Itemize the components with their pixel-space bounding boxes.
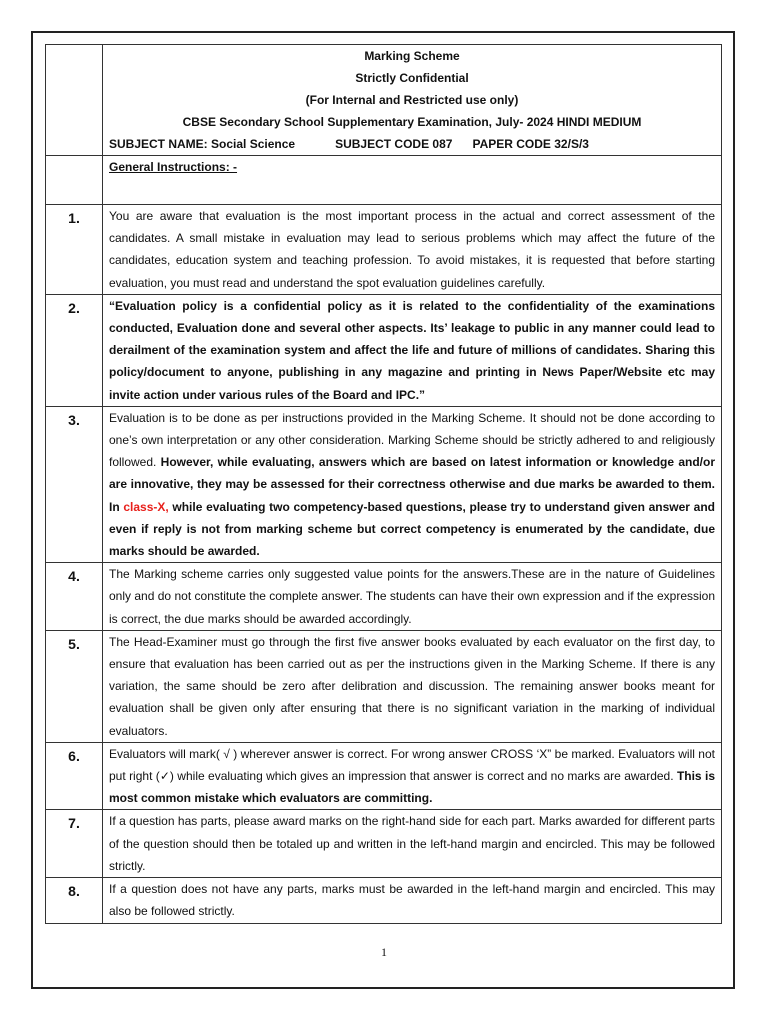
instruction-row-4 <box>46 563 722 631</box>
item-text <box>103 742 722 810</box>
instruction-row-8 <box>46 878 722 923</box>
item-number: 1. <box>46 205 103 295</box>
class-x-highlight: class-X, <box>123 499 169 514</box>
instructions-heading-cell <box>103 156 722 205</box>
item-text: “Evaluation policy is a confidential policy as it is related to the confidentiality of the examinations conducted, Evaluation done and several other aspects. Its’ leakage to public in any manner could lead to derailment of the examination system and affect the life and future of millions of candidates. Sharing this policy/document to anyone, publishing in any magazine and printing in News Paper/Website etc may invite action under various rules of the Board and IPC.” <box>103 294 722 406</box>
item-number: 3. <box>46 406 103 562</box>
item-text-plain: Evaluation is to be done as per instructions provided in the Marking Scheme. It should not be done according to one’s own interpretation or any other consideration. Marking Scheme should be strictly adhered to and religiously followed. <box>109 410 715 470</box>
item-text: The Marking scheme carries only suggested value points for the answers.These are in the nature of Guidelines only and do not constitute the complete answer. The students can have their own expression and if the expression is correct, the due marks should be awarded accordingly. <box>103 563 722 631</box>
page-number: 1 <box>381 945 387 959</box>
item-text: You are aware that evaluation is the most important process in the actual and correct assessment of the candidates. A small mistake in evaluation may lead to serious problems which may affect the future of the candidates, education system and teaching profession. To avoid mistakes, it is requested that before starting evaluation, you must read and understand the spot evaluation guidelines carefully. <box>103 205 722 295</box>
item-number: 6. <box>46 742 103 810</box>
instruction-row-1 <box>46 205 722 295</box>
item-text: If a question has parts, please award marks on the right-hand side for each part. Marks awarded for different parts of the question should then be totaled up and written in the left-hand margin and encircled. This may be followed strictly. <box>103 810 722 878</box>
subject-line <box>109 133 715 155</box>
document-title: Marking Scheme <box>364 49 460 63</box>
general-instructions-heading: General Instructions: - <box>109 160 238 174</box>
instruction-row-5 <box>46 630 722 742</box>
subject-name: SUBJECT NAME: Social Science <box>109 137 296 151</box>
item-text <box>103 406 722 562</box>
instructions-heading-row <box>46 156 722 205</box>
header-cell <box>103 45 722 156</box>
item-number: 5. <box>46 630 103 742</box>
subject-code: SUBJECT CODE 087 <box>335 137 453 151</box>
confidential-label: Strictly Confidential <box>355 71 469 85</box>
item-text-bold: This is most common mistake which evaluators are committing. <box>109 769 715 806</box>
paper-code: PAPER CODE 32/S/3 <box>472 137 589 151</box>
item-text: The Head-Examiner must go through the first five answer books evaluated by each evaluator on the first day, to ensure that evaluation has been carried out as per the instructions given in the Marking Scheme. If there is any variation, the same should be zero after delibration and discussion. The remaining answer books meant for evaluation shall be given only after ensuring that there is no significant variation in the marking of individual evaluators. <box>103 630 722 742</box>
item-text-bold: However, while evaluating, answers which are based on latest information or knowledge and/or are innovative, they may be assessed for their correctness otherwise and due marks be awarded to them. In <box>109 455 715 514</box>
item-number: 2. <box>46 294 103 406</box>
header-row <box>46 45 722 156</box>
item-text: If a question does not have any parts, marks must be awarded in the left-hand margin and encircled. This may also be followed strictly. <box>103 878 722 923</box>
item-number: 4. <box>46 563 103 631</box>
instruction-row-3 <box>46 406 722 562</box>
exam-title: CBSE Secondary School Supplementary Examination, July- 2024 HINDI MEDIUM <box>182 115 642 129</box>
instruction-row-2 <box>46 294 722 406</box>
marking-scheme-table <box>45 44 722 924</box>
item-number: 8. <box>46 878 103 923</box>
item-text-bold: while evaluating two competency-based questions, please try to understand given answer and even if reply is not from marking scheme but correct competency is enumerated by the candidate, due marks should be awarded. <box>109 499 715 559</box>
header-num-cell <box>46 45 103 156</box>
instruction-row-6 <box>46 742 722 810</box>
item-number: 7. <box>46 810 103 878</box>
instructions-num-cell <box>46 156 103 205</box>
restricted-label: (For Internal and Restricted use only) <box>305 93 519 107</box>
instruction-row-7 <box>46 810 722 878</box>
item-text-plain: Evaluators will mark( √ ) wherever answer is correct. For wrong answer CROSS ‘X” be marked. Evaluators will not put right (✓) while evaluating which gives an impression that answer is correct and no marks are awarded. <box>109 746 715 784</box>
